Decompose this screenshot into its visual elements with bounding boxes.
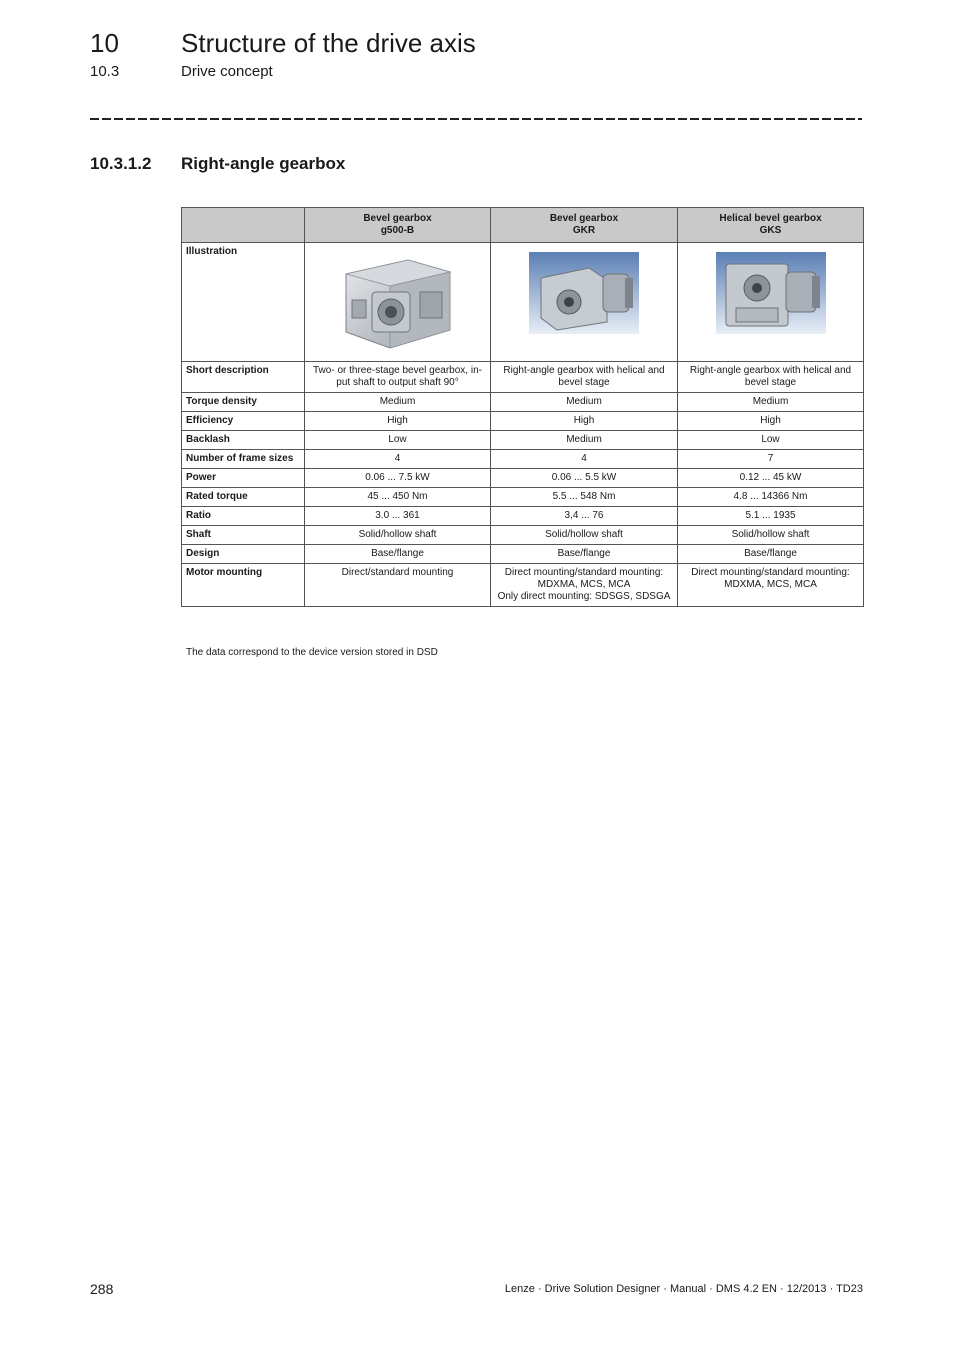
cell-value: Direct mounting/standard mounting: MDXMA, MCS, MCA Only direct mounting: SDSGS, SDSGA bbox=[491, 564, 678, 607]
cell-value: Base/flange bbox=[305, 545, 491, 564]
table-row bbox=[182, 393, 864, 412]
cell-value: 0.06 ... 5.5 kW bbox=[491, 469, 678, 488]
table-row bbox=[182, 545, 864, 564]
section-title: Drive concept bbox=[181, 63, 273, 80]
row-label: Number of frame sizes bbox=[182, 450, 305, 469]
table-row bbox=[182, 431, 864, 450]
cell-value: High bbox=[678, 412, 864, 431]
column-header-line1: Bevel gearbox bbox=[363, 213, 432, 224]
cell-value: Medium bbox=[305, 393, 491, 412]
table-row bbox=[182, 526, 864, 545]
table-header-row bbox=[182, 208, 864, 243]
table-footnote: The data correspond to the device version stored in DSD bbox=[186, 647, 438, 658]
footer-info: Lenze · Drive Solution Designer · Manual · DMS 4.2 EN · 12/2013 · TD23 bbox=[504, 1283, 863, 1295]
header-empty-cell bbox=[182, 208, 305, 243]
row-label: Power bbox=[182, 469, 305, 488]
row-label: Efficiency bbox=[182, 412, 305, 431]
row-label: Backlash bbox=[182, 431, 305, 450]
chapter-title: Structure of the drive axis bbox=[181, 28, 476, 58]
helical-bevel-gearbox-gks-image bbox=[716, 252, 826, 334]
cell-value: 3,4 ... 76 bbox=[491, 507, 678, 526]
column-header bbox=[678, 208, 864, 243]
cell-value: 7 bbox=[678, 450, 864, 469]
row-label: Shaft bbox=[182, 526, 305, 545]
cell-value: Low bbox=[678, 431, 864, 450]
table-row bbox=[182, 450, 864, 469]
cell-value: 45 ... 450 Nm bbox=[305, 488, 491, 507]
column-header bbox=[491, 208, 678, 243]
cell-value: Right-angle gearbox with helical and bevel stage bbox=[678, 362, 864, 393]
page-number: 288 bbox=[90, 1281, 114, 1297]
row-label: Design bbox=[182, 545, 305, 564]
column-header bbox=[305, 208, 491, 243]
row-label: Ratio bbox=[182, 507, 305, 526]
gearbox-comparison-table bbox=[181, 207, 864, 607]
table-row bbox=[182, 412, 864, 431]
cell-value: 5.1 ... 1935 bbox=[678, 507, 864, 526]
column-header-line2: GKR bbox=[572, 225, 596, 236]
header-divider bbox=[90, 118, 862, 120]
cell-value: 5.5 ... 548 Nm bbox=[491, 488, 678, 507]
chapter-number: 10 bbox=[90, 28, 119, 58]
cell-value: 4 bbox=[491, 450, 678, 469]
cell-value: 0.12 ... 45 kW bbox=[678, 469, 864, 488]
cell-value: Right-angle gearbox with helical and bevel stage bbox=[491, 362, 678, 393]
cell-value: 4 bbox=[305, 450, 491, 469]
illustration-cell bbox=[678, 243, 864, 362]
illustration-cell bbox=[491, 243, 678, 362]
row-label: Short description bbox=[182, 362, 305, 393]
cell-value: Direct/standard mounting bbox=[305, 564, 491, 607]
table-row bbox=[182, 469, 864, 488]
column-header-line1: Bevel gearbox bbox=[549, 213, 619, 224]
bevel-gearbox-gkr-image bbox=[529, 252, 639, 334]
row-label: Torque density bbox=[182, 393, 305, 412]
cell-value: 0.06 ... 7.5 kW bbox=[305, 469, 491, 488]
table-row bbox=[182, 362, 864, 393]
column-header-line1: Helical bevel gearbox bbox=[719, 213, 822, 224]
row-label: Rated torque bbox=[182, 488, 305, 507]
cell-value: Solid/hollow shaft bbox=[491, 526, 678, 545]
subsection-title: Right-angle gearbox bbox=[181, 154, 346, 173]
cell-value: Two- or three-stage bevel gearbox, in-put shaft to output shaft 90° bbox=[305, 362, 491, 393]
section-number: 10.3 bbox=[90, 63, 120, 80]
cell-value: 3.0 ... 361 bbox=[305, 507, 491, 526]
cell-value: Base/flange bbox=[491, 545, 678, 564]
column-header-line2: g500-B bbox=[380, 225, 415, 236]
cell-value: Direct mounting/standard mounting: MDXMA, MCS, MCA bbox=[678, 564, 864, 607]
table-row bbox=[182, 488, 864, 507]
illustration-row bbox=[182, 243, 864, 362]
subsection-number: 10.3.1.2 bbox=[90, 154, 152, 173]
row-label: Motor mounting bbox=[182, 564, 305, 607]
cell-value: Base/flange bbox=[678, 545, 864, 564]
row-label: Illustration bbox=[182, 243, 305, 362]
cell-value: Solid/hollow shaft bbox=[678, 526, 864, 545]
table-row bbox=[182, 564, 864, 607]
illustration-cell bbox=[305, 243, 491, 362]
cell-value: Medium bbox=[678, 393, 864, 412]
cell-value: High bbox=[491, 412, 678, 431]
cell-value: High bbox=[305, 412, 491, 431]
cell-value: Medium bbox=[491, 431, 678, 450]
column-header-line2: GKS bbox=[759, 225, 782, 236]
cell-value: 4.8 ... 14366 Nm bbox=[678, 488, 864, 507]
table-row bbox=[182, 507, 864, 526]
cell-value: Solid/hollow shaft bbox=[305, 526, 491, 545]
cell-value: Medium bbox=[491, 393, 678, 412]
cell-value: Low bbox=[305, 431, 491, 450]
bevel-gearbox-g500-image bbox=[338, 252, 458, 352]
